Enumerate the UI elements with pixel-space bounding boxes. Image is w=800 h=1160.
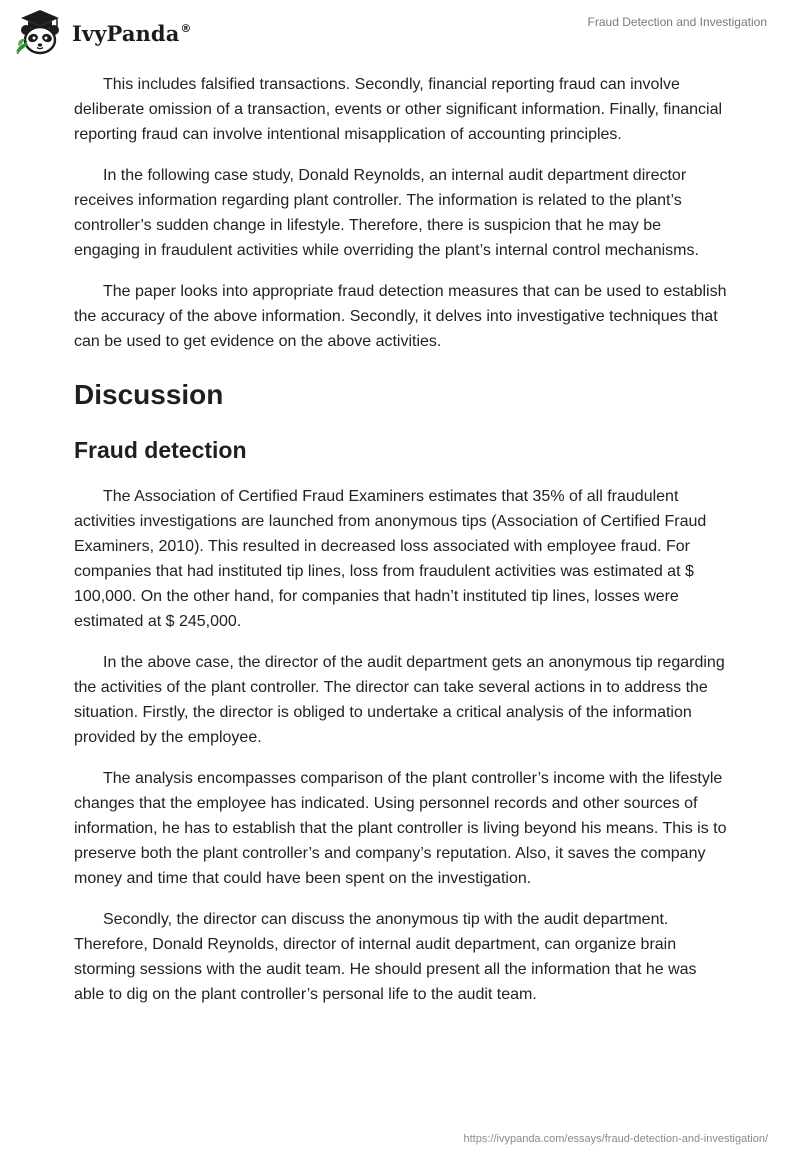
paragraph: In the following case study, Donald Reynolds, an internal audit department director receives information regarding plant controller. The information is related to the plant’s controller’s sudden change in lifestyle. Therefore, there is suspicion that he may be engaging in fraudulent activities while overriding the plant’s internal control mechanisms. [74,167,699,259]
subsection-heading: Fraud detection [74,437,247,463]
document-title: Fraud Detection and Investigation [587,15,767,29]
page-header [0,0,800,60]
panda-graduate-icon [14,8,66,56]
paragraph: In the above case, the director of the audit department gets an anonymous tip regarding the activities of the plant controller. The director can take several actions in to address the situation. Firstly, the director is obliged to undertake a critical analysis of the information provided by the employee. [74,654,725,746]
essay-content [74,72,730,1023]
source-url[interactable]: https://ivypanda.com/essays/fraud-detection-and-investigation/ [463,1133,768,1145]
registered-mark: ® [180,21,192,35]
paragraph: This includes falsified transactions. Secondly, financial reporting fraud can involve deliberate omission of a transaction, events or other significant information. Finally, financial reporting fraud can involve intentional misapplication of accounting principles. [74,76,723,143]
paragraph: The Association of Certified Fraud Examiners estimates that 35% of all fraudulent activities investigations are launched from anonymous tips (Association of Certified Fraud Examiners, 2010). This resulted in decreased loss associated with employee fraud. For companies that had instituted tip lines, loss from fraudulent activities was estimated at $ 100,000. On the other hand, for companies that hadn’t instituted tip lines, losses were estimated at $ 245,000. [74,488,707,630]
paragraph: Secondly, the director can discuss the anonymous tip with the audit department. Therefore, Donald Reynolds, director of internal audit department, can organize brain storming sessions with the audit team. He should present all the information that he was able to dig on the plant controller’s personal life to the audit team. [74,911,697,1003]
paragraph: The analysis encompasses comparison of the plant controller’s income with the lifestyle changes that the employee has indicated. Using personnel records and other sources of information, he has to establish that the plant controller is living beyond his means. This is to preserve both the plant controller’s and company’s reputation. Also, it saves the company money and time that could have been spent on the investigation. [74,770,727,887]
ivypanda-logo[interactable] [14,8,192,56]
section-heading: Discussion [74,379,224,410]
paragraph: The paper looks into appropriate fraud detection measures that can be used to establish the accuracy of the above information. Secondly, it delves into investigative techniques that can be used to get evidence on the above activities. [74,283,727,350]
logo-wordmark: IvyPanda® [72,20,192,46]
